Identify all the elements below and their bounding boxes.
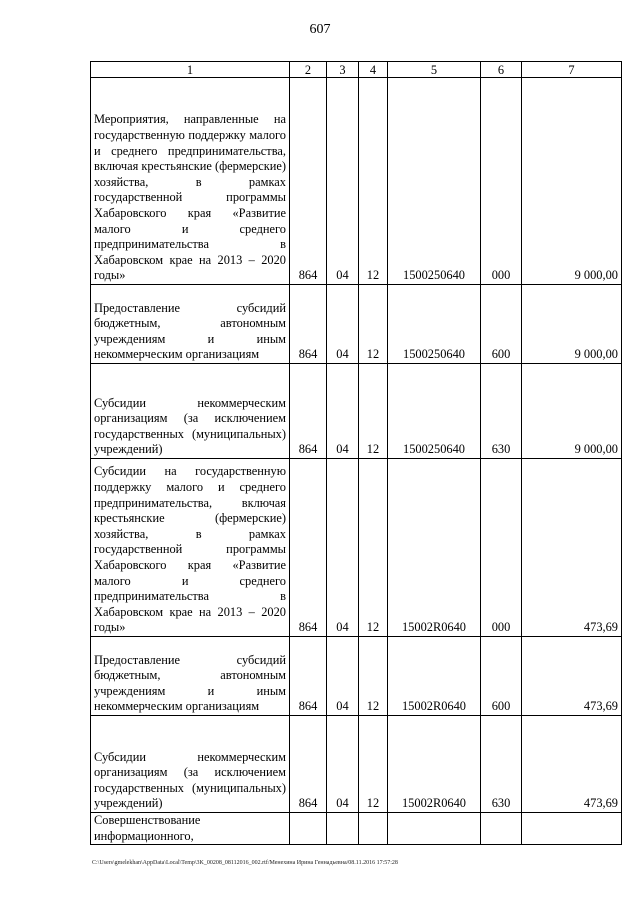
table-row — [91, 459, 622, 637]
row-amount — [522, 813, 622, 845]
row-section: 04 — [327, 637, 359, 716]
row-name: Предоставление субсидий бюджетным, автономным учреждениям и иным некоммерческим организациям — [91, 637, 290, 716]
table-row — [91, 285, 622, 364]
row-expense-type: 600 — [481, 285, 522, 364]
row-amount: 473,69 — [522, 459, 622, 637]
header-col-3: 3 — [327, 62, 359, 78]
footer-file-path: C:\Users\gmelekhan\AppData\Local\Temp\3K_00208_08112016_002.rtf/Менехина Ирина Геннадьевна/08.11.2016 17:57:28 — [92, 860, 398, 866]
row-target-article: 1500250640 — [388, 285, 481, 364]
header-col-4: 4 — [359, 62, 388, 78]
budget-table — [90, 61, 622, 845]
row-name: Совершенствование информационного, — [91, 813, 290, 845]
row-target-article: 1500250640 — [388, 78, 481, 285]
header-col-1: 1 — [91, 62, 290, 78]
row-amount: 9 000,00 — [522, 285, 622, 364]
row-target-article: 1500250640 — [388, 364, 481, 459]
row-ministry-code: 864 — [290, 637, 327, 716]
row-expense-type: 630 — [481, 364, 522, 459]
header-col-6: 6 — [481, 62, 522, 78]
row-section: 04 — [327, 459, 359, 637]
row-expense-type — [481, 813, 522, 845]
row-section — [327, 813, 359, 845]
row-amount: 473,69 — [522, 637, 622, 716]
table-row — [91, 813, 622, 845]
header-col-2: 2 — [290, 62, 327, 78]
row-ministry-code: 864 — [290, 716, 327, 813]
row-ministry-code — [290, 813, 327, 845]
row-amount: 9 000,00 — [522, 364, 622, 459]
row-name: Предоставление субсидий бюджетным, автономным учреждениям и иным некоммерческим организациям — [91, 285, 290, 364]
row-name: Субсидии на государственную поддержку малого и среднего предпринимательства, включая крестьянские (фермерские) хозяйства, в рамках государственной программы Хабаровского края «Развитие малого и среднего предпринимательства в Хабаровском крае на 2013 – 2020 годы» — [91, 459, 290, 637]
row-ministry-code: 864 — [290, 78, 327, 285]
header-col-7: 7 — [522, 62, 622, 78]
row-target-article: 15002R0640 — [388, 637, 481, 716]
table-row — [91, 716, 622, 813]
row-section: 04 — [327, 364, 359, 459]
row-expense-type: 000 — [481, 459, 522, 637]
row-subsection: 12 — [359, 459, 388, 637]
row-expense-type: 000 — [481, 78, 522, 285]
row-subsection: 12 — [359, 78, 388, 285]
row-name: Субсидии некоммерческим организациям (за исключением государственных (муниципальных) учреждений) — [91, 716, 290, 813]
row-expense-type: 630 — [481, 716, 522, 813]
table-row — [91, 364, 622, 459]
row-target-article — [388, 813, 481, 845]
table-header-row — [91, 62, 622, 78]
row-subsection: 12 — [359, 285, 388, 364]
row-name: Мероприятия, направленные на государственную поддержку малого и среднего предпринимательства, включая крестьянские (фермерские) хозяйства, в рамках государственной программы Хабаровского края «Развитие малого и среднего предпринимательства в Хабаровском крае на 2013 – 2020 годы» — [91, 78, 290, 285]
row-section: 04 — [327, 716, 359, 813]
row-subsection: 12 — [359, 716, 388, 813]
row-ministry-code: 864 — [290, 459, 327, 637]
row-ministry-code: 864 — [290, 364, 327, 459]
row-subsection: 12 — [359, 637, 388, 716]
row-name: Субсидии некоммерческим организациям (за исключением государственных (муниципальных) учреждений) — [91, 364, 290, 459]
row-expense-type: 600 — [481, 637, 522, 716]
row-target-article: 15002R0640 — [388, 716, 481, 813]
row-amount: 473,69 — [522, 716, 622, 813]
table-row — [91, 637, 622, 716]
table-row — [91, 78, 622, 285]
header-col-5: 5 — [388, 62, 481, 78]
row-subsection — [359, 813, 388, 845]
row-section: 04 — [327, 78, 359, 285]
row-ministry-code: 864 — [290, 285, 327, 364]
row-target-article: 15002R0640 — [388, 459, 481, 637]
row-amount: 9 000,00 — [522, 78, 622, 285]
page-number: 607 — [309, 22, 331, 37]
row-section: 04 — [327, 285, 359, 364]
row-subsection: 12 — [359, 364, 388, 459]
